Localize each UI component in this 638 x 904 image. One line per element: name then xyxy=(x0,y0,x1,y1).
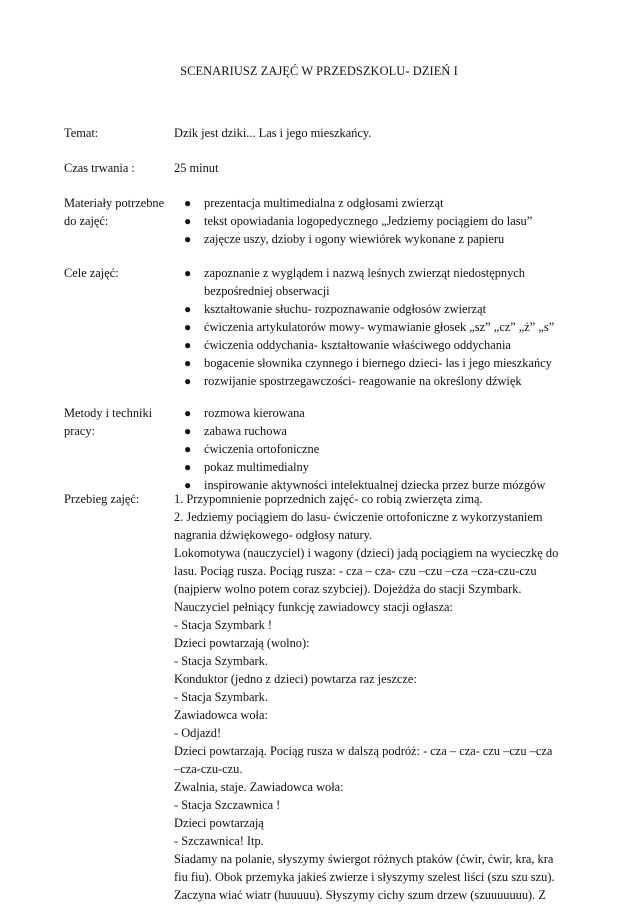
list-item-text: prezentacja multimedialna z odgłosami zwierząt xyxy=(204,196,444,210)
bullet-icon: ● xyxy=(184,302,192,316)
list-item-text: zapoznanie z wyglądem i nazwą leśnych zwierząt niedostępnych bezpośredniej obserwacji xyxy=(204,266,525,298)
narrative-line: Dzieci powtarzają xyxy=(174,816,264,830)
narrative-line: (najpierw wolno potem coraz szybciej). Dojeżdża do stacji Szymbark. xyxy=(174,582,522,596)
bullet-icon: ● xyxy=(184,196,192,210)
bullet-icon: ● xyxy=(184,442,192,456)
list-item-text: ćwiczenia ortofoniczne xyxy=(204,442,320,456)
narrative-line: - Odjazd! xyxy=(174,726,222,740)
bullet-icon: ● xyxy=(184,356,192,370)
list-item xyxy=(180,372,590,390)
list-item xyxy=(180,230,590,248)
duration-value: 25 minut xyxy=(174,161,219,175)
list-item-text: ćwiczenia artykulatorów mowy- wymawianie głosek „sz” „cz” „ż” „s” xyxy=(204,320,555,334)
topic-label: Temat: xyxy=(64,126,99,140)
bullet-icon: ● xyxy=(184,460,192,474)
narrative-line: Siadamy na polanie, słyszymy świergot różnych ptaków (ćwir, ćwir, kra, kra xyxy=(174,852,554,866)
narrative-line: - Stacja Szymbark. xyxy=(174,690,268,704)
topic-value: Dzik jest dziki... Las i jego mieszkańcy. xyxy=(174,126,372,140)
narrative-line: Dzieci powtarzają. Pociąg rusza w dalszą podróż: - cza – cza- czu –czu –cza xyxy=(174,744,553,758)
materials-label-line2: do zajęć: xyxy=(64,214,109,228)
list-item xyxy=(180,404,590,422)
list-item-text: rozwijanie spostrzegawczości- reagowanie na określony dźwięk xyxy=(204,374,522,388)
materials-list xyxy=(180,194,590,248)
narrative-line: 2. Jedziemy pociągiem do lasu- ćwiczenie ortofoniczne z wykorzystaniem xyxy=(174,510,543,524)
goals-label: Cele zajęć: xyxy=(64,266,119,280)
bullet-icon: ● xyxy=(184,424,192,438)
list-item xyxy=(180,458,590,476)
list-item xyxy=(180,336,590,354)
bullet-icon: ● xyxy=(184,406,192,420)
bullet-icon: ● xyxy=(184,478,192,492)
narrative-line: - Szczawnica! Itp. xyxy=(174,834,264,848)
narrative-line: –cza-czu-czu. xyxy=(174,762,243,776)
bullet-icon: ● xyxy=(184,320,192,334)
course-label: Przebieg zajęć: xyxy=(64,492,140,506)
narrative-line: Zawiadowca woła: xyxy=(174,708,268,722)
list-item-text: pokaz multimedialny xyxy=(204,460,309,474)
list-item-text: zabawa ruchowa xyxy=(204,424,287,438)
materials-label-line1: Materiały potrzebne xyxy=(64,196,165,210)
narrative-line: Zwalnia, staje. Zawiadowca woła: xyxy=(174,780,344,794)
narrative-line: Konduktor (jedno z dzieci) powtarza raz jeszcze: xyxy=(174,672,417,686)
list-item-text: kształtowanie słuchu- rozpoznawanie odgłosów zwierząt xyxy=(204,302,487,316)
methods-list xyxy=(180,404,590,494)
narrative-line: 1. Przypomnienie poprzednich zajęć- co robią zwierzęta zimą. xyxy=(174,492,483,506)
narrative-line: - Stacja Szymbark. xyxy=(174,654,268,668)
bullet-icon: ● xyxy=(184,214,192,228)
list-item xyxy=(180,212,590,230)
bullet-icon: ● xyxy=(184,338,192,352)
list-item xyxy=(180,354,590,372)
narrative-line: - Stacja Szczawnica ! xyxy=(174,798,281,812)
narrative-line: Nauczyciel pełniący funkcję zawiadowcy stacji ogłasza: xyxy=(174,600,454,614)
methods-label xyxy=(64,404,174,440)
narrative-line: fiu fiu). Obok przemyka jakieś zwierze i słyszymy szelest liści (szu szu szu). xyxy=(174,870,555,884)
list-item xyxy=(180,422,590,440)
list-item xyxy=(180,318,590,336)
course-narrative xyxy=(174,490,586,904)
bullet-icon: ● xyxy=(184,374,192,388)
bullet-icon: ● xyxy=(184,232,192,246)
narrative-line: - Stacja Szymbark ! xyxy=(174,618,273,632)
materials-label xyxy=(64,194,174,230)
duration-label: Czas trwania : xyxy=(64,161,135,175)
list-item-text: bogacenie słownika czynnego i biernego dzieci- las i jego mieszkańcy xyxy=(204,356,552,370)
bullet-icon: ● xyxy=(184,266,192,280)
narrative-line: Lokomotywa (nauczyciel) i wagony (dzieci) jadą pociągiem na wycieczkę do xyxy=(174,546,559,560)
narrative-line: Dzieci powtarzają (wolno): xyxy=(174,636,310,650)
document-title: SCENARIUSZ ZAJĘĆ W PRZEDSZKOLU- DZIEŃ I xyxy=(180,64,458,78)
methods-label-line2: pracy: xyxy=(64,424,95,438)
list-item xyxy=(180,194,590,212)
list-item-text: rozmowa kierowana xyxy=(204,406,305,420)
list-item xyxy=(180,300,590,318)
list-item-text: zajęcze uszy, dzioby i ogony wiewiórek wykonane z papieru xyxy=(204,232,505,246)
methods-label-line1: Metody i techniki xyxy=(64,406,153,420)
list-item-text: inspirowanie aktywności intelektualnej dziecka przez burze mózgów xyxy=(204,478,546,492)
goals-list xyxy=(180,264,590,390)
list-item xyxy=(180,264,590,300)
narrative-line: Zaczyna wiać wiatr (huuuuu). Słyszymy cichy szum drzew (szuuuuuuu). Z xyxy=(174,888,546,902)
list-item-text: tekst opowiadania logopedycznego „Jedziemy pociągiem do lasu” xyxy=(204,214,533,228)
list-item-text: ćwiczenia oddychania- kształtowanie właściwego oddychania xyxy=(204,338,511,352)
narrative-line: lasu. Pociąg rusza. Pociąg rusza: - cza – cza- czu –czu –cza –cza-czu-czu xyxy=(174,564,537,578)
narrative-line: nagrania dźwiękowego- odgłosy natury. xyxy=(174,528,373,542)
list-item xyxy=(180,440,590,458)
